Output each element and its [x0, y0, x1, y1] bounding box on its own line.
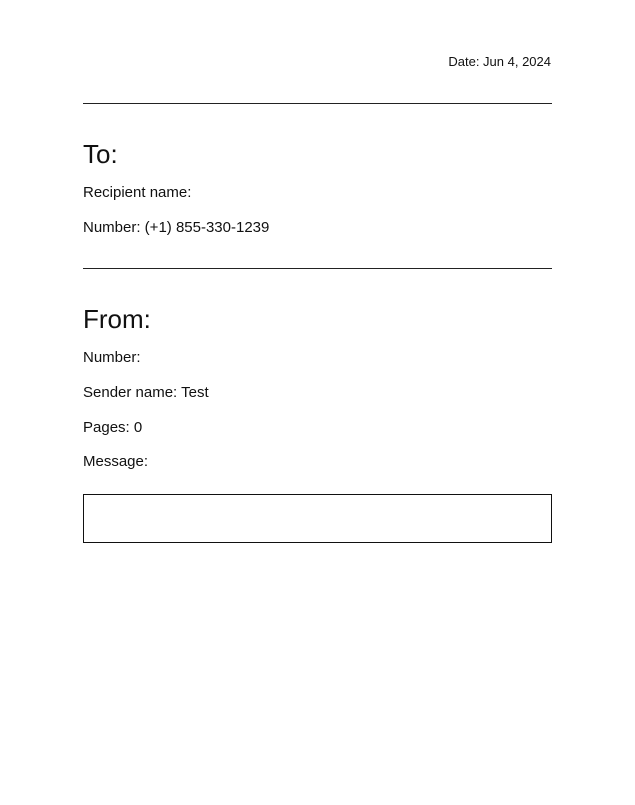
message-label: Message: [83, 453, 149, 470]
sender-name-field: Sender name: Test [83, 384, 209, 401]
divider-middle [83, 268, 552, 269]
to-heading: To: [83, 139, 118, 169]
pages-field: Pages: 0 [83, 419, 143, 436]
divider-top [83, 103, 552, 104]
from-heading: From: [83, 304, 151, 334]
recipient-number-field: Number: (+1) 855-330-1239 [83, 219, 270, 236]
message-box [83, 494, 552, 543]
sender-number-field: Number: [83, 349, 141, 366]
date-text: Date: Jun 4, 2024 [448, 54, 551, 69]
recipient-name-field: Recipient name: [83, 184, 192, 201]
